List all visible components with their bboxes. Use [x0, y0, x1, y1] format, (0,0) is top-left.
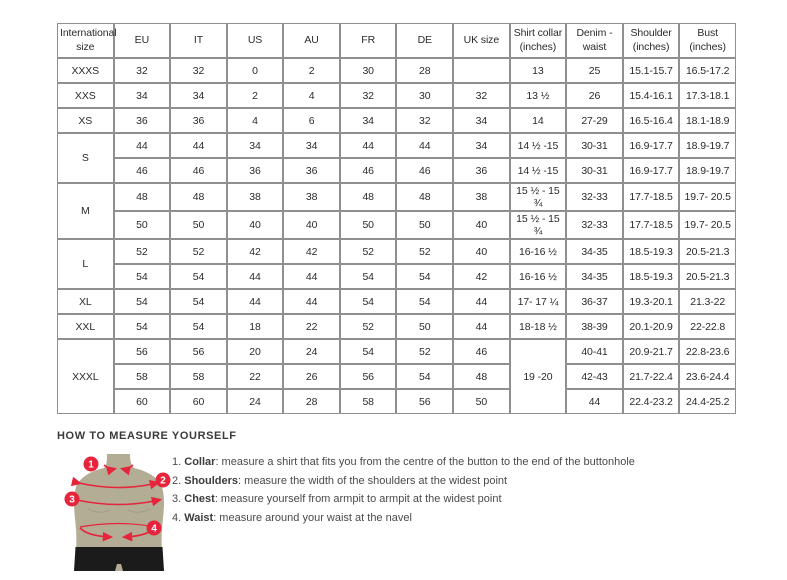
table-cell: 4 — [283, 83, 340, 108]
column-header: AU — [283, 23, 340, 58]
table-cell: 16.5-17.2 — [679, 58, 736, 83]
measure-step-chest — [172, 494, 635, 506]
step-number: 4. — [172, 511, 182, 524]
table-cell: 18-18 ½ — [510, 314, 567, 339]
table-cell: 18.5-19.3 — [623, 264, 680, 289]
table-cell: 32 — [453, 83, 510, 108]
table-cell: 18.9-19.7 — [679, 158, 736, 183]
table-cell: 56 — [170, 339, 227, 364]
table-cell: 44 — [453, 314, 510, 339]
table-cell: 40 — [283, 211, 340, 239]
table-cell: M — [57, 183, 114, 239]
table-cell: 24 — [283, 339, 340, 364]
table-cell: 52 — [340, 314, 397, 339]
step-text: : measure a shirt that fits you from the centre of the button to the end of the buttonhole — [215, 456, 635, 468]
table-cell: 54 — [340, 289, 397, 314]
table-cell: 18.1-18.9 — [679, 108, 736, 133]
table-cell: 40 — [453, 211, 510, 239]
table-cell: 44 — [283, 264, 340, 289]
table-cell: 16.9-17.7 — [623, 133, 680, 158]
table-cell: 48 — [396, 183, 453, 211]
size-table — [57, 23, 736, 414]
table-cell: 17- 17 ¼ — [510, 289, 567, 314]
table-cell: 54 — [170, 289, 227, 314]
table-cell — [453, 58, 510, 83]
table-cell: 50 — [396, 314, 453, 339]
table-cell: 54 — [114, 314, 171, 339]
table-cell: 54 — [114, 264, 171, 289]
table-cell: 32 — [114, 58, 171, 83]
table-cell: 27-29 — [566, 108, 623, 133]
column-header: DE — [396, 23, 453, 58]
table-cell: XXXS — [57, 58, 114, 83]
table-cell: 18 — [227, 314, 284, 339]
table-cell: 18.9-19.7 — [679, 133, 736, 158]
table-cell: 34 — [453, 133, 510, 158]
table-cell: 17.7-18.5 — [623, 183, 680, 211]
table-cell: 54 — [396, 289, 453, 314]
table-row — [57, 183, 736, 211]
table-cell: 46 — [340, 158, 397, 183]
table-cell: 34 — [114, 83, 171, 108]
table-cell: 48 — [170, 183, 227, 211]
table-cell: 48 — [453, 364, 510, 389]
table-cell: 22.8-23.6 — [679, 339, 736, 364]
table-row — [57, 289, 736, 314]
table-cell: 54 — [114, 289, 171, 314]
table-cell: 17.3-18.1 — [679, 83, 736, 108]
table-row — [57, 83, 736, 108]
table-cell: 36-37 — [566, 289, 623, 314]
table-cell: 48 — [340, 183, 397, 211]
table-cell: 38 — [283, 183, 340, 211]
table-cell: 58 — [114, 364, 171, 389]
table-cell: 52 — [114, 239, 171, 264]
table-cell: 30-31 — [566, 158, 623, 183]
column-header: Bust (inches) — [679, 23, 736, 58]
table-cell: 14 ½ -15 — [510, 158, 567, 183]
table-cell: 22 — [227, 364, 284, 389]
table-cell: 52 — [396, 239, 453, 264]
step-label: Collar — [184, 456, 216, 468]
column-header: EU — [114, 23, 171, 58]
table-cell: 15.1-15.7 — [623, 58, 680, 83]
table-cell: 38-39 — [566, 314, 623, 339]
svg-text:1: 1 — [88, 459, 94, 471]
table-cell: 46 — [170, 158, 227, 183]
table-cell: 48 — [114, 183, 171, 211]
table-cell: 32-33 — [566, 183, 623, 211]
table-row — [57, 339, 736, 364]
step-number: 3. — [172, 493, 182, 506]
table-cell: 54 — [396, 264, 453, 289]
table-cell: XS — [57, 108, 114, 133]
table-cell: 54 — [170, 264, 227, 289]
measure-marker-4 — [147, 521, 162, 536]
table-cell: 52 — [396, 339, 453, 364]
table-row — [57, 264, 736, 289]
table-cell: 30-31 — [566, 133, 623, 158]
column-header: US — [227, 23, 284, 58]
table-cell: 44 — [227, 289, 284, 314]
table-cell: 44 — [566, 389, 623, 414]
table-cell: 32 — [396, 108, 453, 133]
table-cell: 54 — [170, 314, 227, 339]
table-cell: 50 — [114, 211, 171, 239]
table-cell: 50 — [453, 389, 510, 414]
table-row — [57, 211, 736, 239]
table-cell: 40 — [227, 211, 284, 239]
table-cell: 20.5-21.3 — [679, 264, 736, 289]
table-cell: 52 — [340, 239, 397, 264]
table-cell: 13 — [510, 58, 567, 83]
table-cell: 54 — [340, 339, 397, 364]
table-cell: 36 — [453, 158, 510, 183]
table-cell: 46 — [396, 158, 453, 183]
table-cell: 60 — [170, 389, 227, 414]
step-label: Shoulders — [184, 474, 239, 487]
column-header: FR — [340, 23, 397, 58]
table-cell: 44 — [227, 264, 284, 289]
table-cell: 32 — [170, 58, 227, 83]
table-cell: XL — [57, 289, 114, 314]
table-cell: 42 — [453, 264, 510, 289]
table-cell: 58 — [170, 364, 227, 389]
table-cell: 54 — [340, 264, 397, 289]
table-cell: 18.5-19.3 — [623, 239, 680, 264]
table-cell: 14 ½ -15 — [510, 133, 567, 158]
table-cell: 46 — [114, 158, 171, 183]
table-cell: 60 — [114, 389, 171, 414]
table-cell: 32 — [340, 83, 397, 108]
step-text: : measure around your waist at the navel — [213, 511, 412, 524]
table-cell: 38 — [453, 183, 510, 211]
table-cell: 16.5-16.4 — [623, 108, 680, 133]
table-cell: 19.3-20.1 — [623, 289, 680, 314]
table-row — [57, 158, 736, 183]
table-cell: 52 — [170, 239, 227, 264]
table-cell: 44 — [170, 133, 227, 158]
table-cell: 15 ½ - 15 ¾ — [510, 183, 567, 211]
table-cell: 56 — [340, 364, 397, 389]
size-table-header — [57, 23, 736, 58]
table-cell: 44 — [340, 133, 397, 158]
table-cell: 30 — [340, 58, 397, 83]
column-header: IT — [170, 23, 227, 58]
table-cell: 34-35 — [566, 264, 623, 289]
table-cell: 15 ½ - 15 ¾ — [510, 211, 567, 239]
table-cell: 23.6-24.4 — [679, 364, 736, 389]
table-cell: 34-35 — [566, 239, 623, 264]
column-header: UK size — [453, 23, 510, 58]
table-cell: 19 -20 — [510, 339, 567, 414]
table-cell: 38 — [227, 183, 284, 211]
table-cell: 22-22.8 — [679, 314, 736, 339]
table-cell: 24 — [227, 389, 284, 414]
table-cell: 2 — [227, 83, 284, 108]
table-cell: 0 — [227, 58, 284, 83]
table-cell: 44 — [396, 133, 453, 158]
table-cell: 58 — [340, 389, 397, 414]
table-cell: 34 — [453, 108, 510, 133]
table-cell: 20 — [227, 339, 284, 364]
table-cell: 40-41 — [566, 339, 623, 364]
table-cell: 32-33 — [566, 211, 623, 239]
table-cell: 16.9-17.7 — [623, 158, 680, 183]
svg-text:4: 4 — [151, 523, 157, 535]
table-cell: 2 — [283, 58, 340, 83]
table-cell: 54 — [396, 364, 453, 389]
step-label: Waist — [184, 511, 214, 524]
table-cell: 30 — [396, 83, 453, 108]
table-cell: 42 — [227, 239, 284, 264]
measure-step-waist — [172, 513, 635, 525]
table-cell: 19.7- 20.5 — [679, 183, 736, 211]
table-cell: 13 ½ — [510, 83, 567, 108]
measure-step-collar — [172, 457, 635, 469]
table-row — [57, 314, 736, 339]
table-cell: 46 — [453, 339, 510, 364]
table-cell: 15.4-16.1 — [623, 83, 680, 108]
table-row — [57, 58, 736, 83]
measure-marker-1 — [84, 457, 99, 472]
table-row — [57, 364, 736, 389]
step-number: 1. — [172, 456, 182, 468]
table-cell: 25 — [566, 58, 623, 83]
table-cell: 20.1-20.9 — [623, 314, 680, 339]
table-cell: L — [57, 239, 114, 289]
table-cell: 56 — [396, 389, 453, 414]
measure-step-shoulders — [172, 476, 635, 488]
table-row — [57, 389, 736, 414]
table-cell: 44 — [114, 133, 171, 158]
table-cell: 50 — [170, 211, 227, 239]
table-cell: XXXL — [57, 339, 114, 414]
svg-text:3: 3 — [69, 494, 75, 506]
table-row — [57, 108, 736, 133]
table-cell: S — [57, 133, 114, 183]
step-number: 2. — [172, 474, 182, 487]
step-text: : measure the width of the shoulders at the widest point — [238, 474, 508, 487]
svg-text:2: 2 — [160, 475, 166, 487]
table-cell: 22 — [283, 314, 340, 339]
column-header: Shirt collar (inches) — [510, 23, 567, 58]
table-cell: 20.9-21.7 — [623, 339, 680, 364]
table-cell: 36 — [170, 108, 227, 133]
measure-steps-list — [172, 457, 635, 575]
table-cell: 34 — [283, 133, 340, 158]
table-cell: 40 — [453, 239, 510, 264]
mannequin-figure — [60, 453, 178, 575]
table-cell: XXS — [57, 83, 114, 108]
table-cell: 56 — [114, 339, 171, 364]
table-row — [57, 133, 736, 158]
table-cell: 14 — [510, 108, 567, 133]
size-table-container — [57, 23, 736, 414]
column-header: Shoulder (inches) — [623, 23, 680, 58]
step-text: : measure yourself from armpit to armpit at the widest point — [214, 493, 502, 506]
table-cell: 22.4-23.2 — [623, 389, 680, 414]
table-cell: 34 — [227, 133, 284, 158]
table-cell: 24.4-25.2 — [679, 389, 736, 414]
table-cell: 42 — [283, 239, 340, 264]
measure-marker-2 — [156, 473, 171, 488]
column-header: Denim - waist — [566, 23, 623, 58]
table-cell: 20.5-21.3 — [679, 239, 736, 264]
table-cell: 4 — [227, 108, 284, 133]
measure-body — [57, 453, 757, 575]
table-cell: 26 — [283, 364, 340, 389]
table-cell: 6 — [283, 108, 340, 133]
table-cell: 34 — [340, 108, 397, 133]
table-cell: 16-16 ½ — [510, 264, 567, 289]
table-cell: 44 — [453, 289, 510, 314]
step-label: Chest — [184, 493, 215, 506]
table-row — [57, 239, 736, 264]
table-cell: 36 — [114, 108, 171, 133]
table-cell: 21.7-22.4 — [623, 364, 680, 389]
table-cell: 28 — [283, 389, 340, 414]
table-cell: 36 — [227, 158, 284, 183]
table-cell: 50 — [396, 211, 453, 239]
table-cell: 28 — [396, 58, 453, 83]
column-header: International size — [57, 23, 114, 58]
table-cell: 19.7- 20.5 — [679, 211, 736, 239]
how-to-measure-section — [57, 430, 757, 575]
table-cell: 34 — [170, 83, 227, 108]
table-cell: 17.7-18.5 — [623, 211, 680, 239]
table-cell: 44 — [283, 289, 340, 314]
table-cell: 21.3-22 — [679, 289, 736, 314]
table-cell: XXL — [57, 314, 114, 339]
table-cell: 26 — [566, 83, 623, 108]
measure-marker-3 — [65, 492, 80, 507]
table-cell: 36 — [283, 158, 340, 183]
table-cell: 42-43 — [566, 364, 623, 389]
table-cell: 16-16 ½ — [510, 239, 567, 264]
mannequin-illustration — [60, 453, 178, 575]
measure-title: HOW TO MEASURE YOURSELF — [57, 430, 237, 442]
table-cell: 50 — [340, 211, 397, 239]
